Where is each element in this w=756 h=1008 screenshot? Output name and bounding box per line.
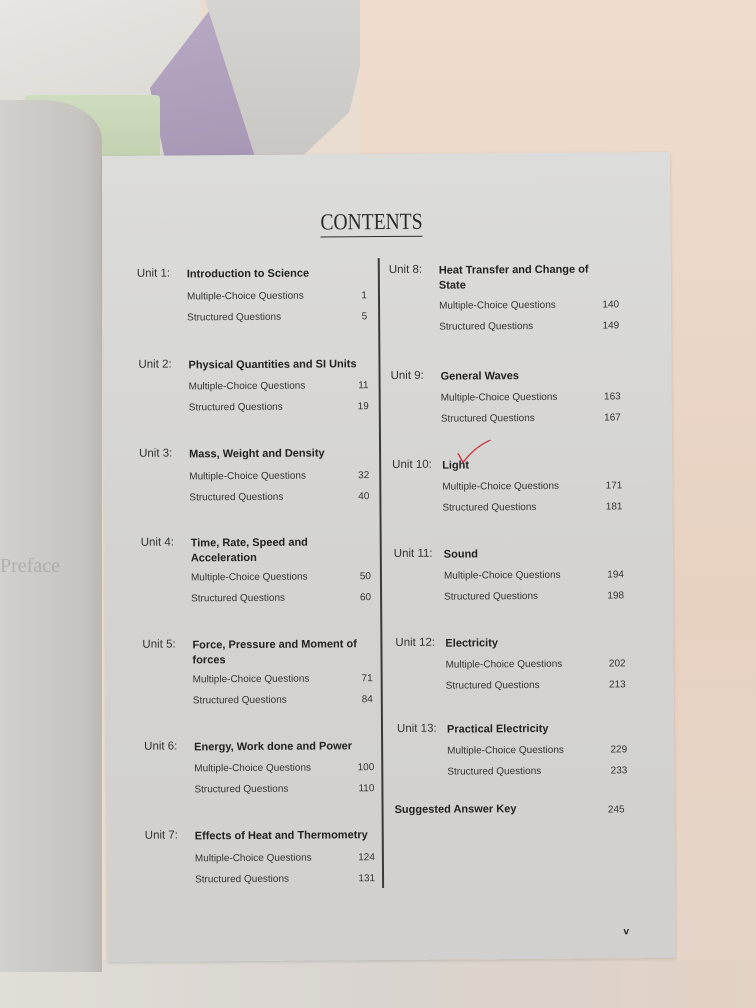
unit-label: Unit 8:	[388, 263, 423, 277]
entry-name: Structured Questions	[187, 311, 282, 324]
toc-entry-structured[interactable]	[189, 401, 369, 413]
toc-entry-structured[interactable]	[194, 783, 374, 795]
toc-entry-structured[interactable]	[193, 694, 373, 706]
entry-page: 233	[610, 765, 628, 777]
entry-name: Multiple-Choice Questions	[194, 762, 312, 775]
toc-entry-structured[interactable]	[447, 765, 627, 777]
entry-name: Structured Questions	[442, 501, 537, 514]
unit-title[interactable]: Effects of Heat and Thermometry	[194, 829, 368, 843]
answer-key-page: 245	[607, 804, 625, 816]
entry-name: Structured Questions	[195, 873, 290, 886]
entry-page: 5	[361, 311, 368, 323]
entry-name: Multiple-Choice Questions	[186, 290, 304, 303]
background-fabric-bottom	[0, 960, 756, 1008]
column-divider	[378, 258, 384, 888]
toc-entry-mcq[interactable]	[191, 571, 371, 583]
unit-title[interactable]: Sound	[443, 548, 479, 561]
toc-entry-mcq[interactable]	[447, 744, 627, 756]
entry-name: Structured Questions	[194, 783, 289, 796]
entry-page: 213	[608, 679, 626, 691]
entry-name: Multiple-Choice Questions	[194, 852, 312, 865]
unit-label: Unit 6:	[144, 740, 178, 753]
toc-entry-mcq[interactable]	[189, 380, 369, 392]
toc-entry-structured[interactable]	[191, 592, 371, 604]
unit-label: Unit 9:	[390, 369, 424, 382]
entry-name: Structured Questions	[191, 592, 286, 605]
toc-entry-structured[interactable]	[439, 320, 619, 332]
unit-title[interactable]: Physical Quantities and SI Units	[188, 358, 357, 372]
unit-label: Unit 12:	[395, 636, 436, 649]
unit-title[interactable]: General Waves	[440, 370, 520, 383]
contents-page	[102, 152, 676, 962]
unit-label: Unit 11:	[393, 547, 433, 560]
toc-entry-mcq[interactable]	[194, 762, 374, 774]
unit-title[interactable]: Force, Pressure and Moment of forces	[192, 638, 357, 667]
unit-title[interactable]: Light	[442, 459, 470, 472]
entry-name: Multiple-Choice Questions	[190, 571, 308, 584]
entry-page: 198	[607, 590, 625, 602]
entry-page: 131	[358, 873, 376, 885]
entry-page: 194	[607, 569, 624, 581]
toc-unit-3	[139, 446, 379, 504]
entry-name: Structured Questions	[440, 412, 535, 425]
entry-page: 71	[361, 673, 373, 685]
entry-name: Multiple-Choice Questions	[188, 380, 306, 393]
entry-page: 229	[610, 744, 628, 756]
red-checkmark-icon	[456, 439, 492, 465]
entry-name: Structured Questions	[444, 590, 539, 603]
entry-page: 181	[605, 501, 623, 513]
unit-title[interactable]: Practical Electricity	[446, 722, 549, 736]
answer-key-title: Suggested Answer Key	[394, 803, 517, 816]
entry-name: Structured Questions	[439, 320, 534, 333]
entry-page: 171	[605, 480, 623, 492]
entry-name: Structured Questions	[189, 491, 284, 504]
toc-unit-1	[136, 266, 377, 324]
entry-name: Multiple-Choice Questions	[189, 470, 306, 483]
unit-title[interactable]: Mass, Weight and Density	[189, 447, 325, 461]
toc-unit-10	[392, 457, 632, 514]
entry-name: Multiple-Choice Questions	[442, 480, 560, 493]
toc-entry-mcq[interactable]	[446, 658, 626, 670]
unit-label: Unit 4:	[140, 536, 174, 549]
toc-unit-13	[396, 721, 637, 778]
toc-entry-structured[interactable]	[444, 590, 624, 602]
toc-unit-7	[144, 828, 385, 886]
unit-title[interactable]: Time, Rate, Speed and Acceleration	[190, 536, 308, 565]
entry-page: 11	[358, 380, 369, 392]
entry-page: 32	[358, 470, 370, 482]
unit-label: Unit 5:	[142, 638, 176, 651]
entry-page: 149	[602, 320, 620, 332]
entry-name: Multiple-Choice Questions	[447, 744, 564, 757]
toc-entry-structured[interactable]	[195, 873, 375, 885]
unit-label: Unit 7:	[144, 829, 179, 842]
toc-unit-2	[138, 357, 378, 414]
unit-title[interactable]: Heat Transfer and Change of State	[438, 263, 589, 292]
unit-title[interactable]: Introduction to Science	[186, 267, 310, 281]
toc-unit-8	[388, 262, 629, 333]
toc-entry-mcq[interactable]	[189, 470, 369, 482]
unit-label: Unit 10:	[392, 458, 432, 471]
toc-entry-structured[interactable]	[442, 501, 622, 513]
toc-entry-mcq[interactable]	[444, 569, 624, 581]
entry-name: Multiple-Choice Questions	[440, 391, 558, 404]
toc-entry-mcq[interactable]	[442, 480, 622, 492]
entry-name: Multiple-Choice Questions	[192, 673, 310, 686]
entry-name: Multiple-Choice Questions	[445, 658, 563, 671]
unit-label: Unit 1:	[136, 267, 171, 280]
unit-title[interactable]: Electricity	[445, 637, 499, 650]
toc-entry-mcq[interactable]	[193, 673, 373, 685]
entry-page: 60	[359, 592, 372, 604]
entry-page: 40	[358, 491, 370, 503]
entry-page: 100	[357, 762, 375, 774]
toc-entry-structured[interactable]	[441, 412, 621, 424]
toc-unit-6	[144, 739, 384, 796]
entry-name: Structured Questions	[445, 679, 540, 692]
entry-page: 19	[357, 401, 369, 413]
toc-entry-mcq[interactable]	[439, 299, 619, 311]
unit-label: Unit 3:	[139, 447, 173, 460]
unit-label: Unit 2:	[138, 358, 172, 371]
entry-page: 84	[361, 694, 373, 706]
toc-entry-structured[interactable]	[446, 679, 626, 691]
page-title: CONTENTS	[320, 209, 422, 238]
entry-name: Structured Questions	[188, 401, 283, 414]
entry-name: Structured Questions	[192, 694, 287, 707]
entry-page: 163	[603, 391, 621, 403]
toc-unit-9	[390, 368, 631, 425]
left-page	[0, 100, 102, 972]
toc-unit-11	[393, 546, 634, 603]
toc-entry-mcq[interactable]	[195, 852, 375, 864]
toc-entry-structured[interactable]	[189, 491, 369, 503]
entry-page: 1	[361, 290, 368, 302]
left-page-ghost-heading: Preface	[0, 555, 60, 577]
entry-page: 167	[604, 412, 621, 424]
entry-page: 124	[358, 852, 375, 864]
toc-answer-key[interactable]	[395, 802, 625, 816]
toc-unit-5	[142, 637, 382, 707]
unit-label: Unit 13:	[396, 722, 437, 735]
unit-title[interactable]: Energy, Work done and Power	[194, 740, 353, 754]
entry-page: 202	[608, 658, 626, 670]
entry-page: 50	[359, 571, 371, 583]
entry-name: Multiple-Choice Questions	[439, 299, 556, 312]
page-number: v	[623, 926, 630, 938]
entry-name: Structured Questions	[447, 765, 542, 778]
entry-page: 110	[358, 783, 375, 795]
toc-entry-structured[interactable]	[187, 311, 367, 323]
entry-page: 140	[602, 299, 620, 311]
toc-entry-mcq[interactable]	[441, 391, 621, 403]
toc-unit-4	[140, 535, 381, 605]
entry-name: Multiple-Choice Questions	[443, 569, 561, 582]
toc-unit-12	[395, 635, 635, 692]
toc-entry-mcq[interactable]	[187, 290, 367, 302]
